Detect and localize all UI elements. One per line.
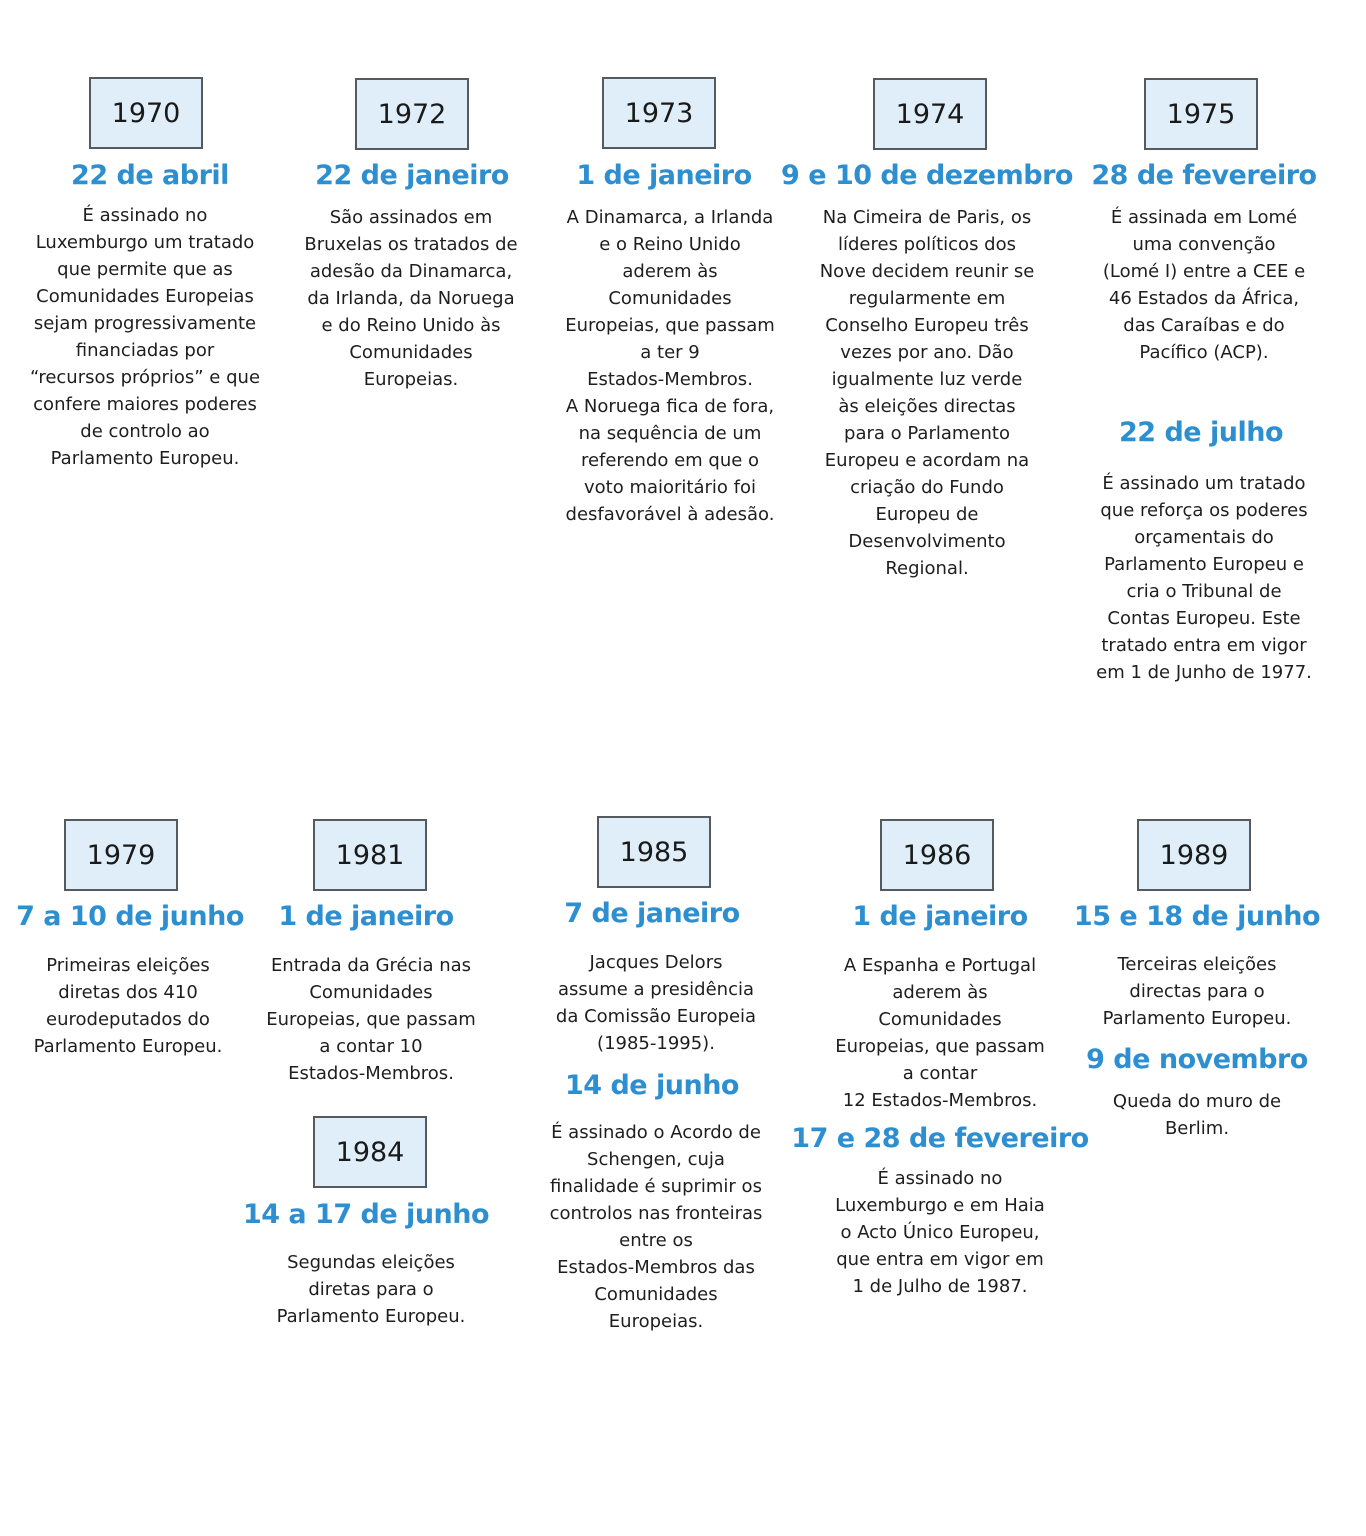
event-date: 1 de janeiro — [278, 901, 454, 932]
event-date-secondary: 14 de junho — [565, 1070, 739, 1101]
event-description: Na Cimeira de Paris, os líderes políticos dos Nove decidem reunir se regularmente em Conselho Europeu três vezes por ano. Dão igualmente luz verde às eleições directas para o Parlamento Europeu e acordam na criação do Fundo Europeu de Desenvolvimento Regional. — [819, 207, 1035, 579]
event-description: A Espanha e Portugal aderem às Comunidades Europeias, que passam a contar 12 Estados-Membros. — [835, 955, 1045, 1111]
event-date-secondary: 9 de novembro — [1086, 1044, 1308, 1075]
event-description-secondary: Queda do muro de Berlim. — [1112, 1091, 1282, 1139]
event-description: Jacques Delors assume a presidência da Comissão Europeia (1985-1995). — [555, 952, 757, 1054]
event-date: 7 a 10 de junho — [16, 901, 244, 932]
event-date: 14 a 17 de junho — [242, 1199, 490, 1230]
event-date-secondary: 17 e 28 de fevereiro — [791, 1123, 1089, 1154]
event-description: É assinado no Luxemburgo um tratado que permite que as Comunidades Europeias sejam progressivamente financiadas por “recursos próprios” e que confere maiores poderes de controlo ao Parlamento Europeu. — [29, 205, 261, 469]
event-date: 22 de abril — [71, 160, 229, 191]
year-box-1986: 1986 — [880, 819, 994, 891]
year-box-1979: 1979 — [64, 819, 178, 891]
year-box-1970: 1970 — [89, 77, 203, 149]
event-description-secondary: É assinado um tratado que reforça os poderes orçamentais do Parlamento Europeu e cria o Tribunal de Contas Europeu. Este tratado entra em vigor em 1 de Junho de 1977. — [1096, 473, 1312, 683]
event-date: 22 de janeiro — [315, 160, 509, 191]
event-date: 15 e 18 de junho — [1073, 901, 1321, 932]
year-box-1984: 1984 — [313, 1116, 427, 1188]
event-description: É assinada em Lomé uma convenção (Lomé I) entre a CEE e 46 Estados da África, das Caraíbas e do Pacífico (ACP). — [1102, 207, 1306, 363]
year-box-1981: 1981 — [313, 819, 427, 891]
event-date: 1 de janeiro — [852, 901, 1028, 932]
year-box-1975: 1975 — [1144, 78, 1258, 150]
year-box-1985: 1985 — [597, 816, 711, 888]
event-description-secondary: É assinado o Acordo de Schengen, cuja finalidade é suprimir os controlos nas fronteiras entre os Estados-Membros das Comunidades Europeias. — [549, 1122, 763, 1332]
event-date: 7 de janeiro — [564, 898, 740, 929]
event-description: Entrada da Grécia nas Comunidades Europeias, que passam a contar 10 Estados-Membros. — [266, 955, 476, 1084]
event-description: Primeiras eleições diretas dos 410 eurodeputados do Parlamento Europeu. — [33, 955, 223, 1057]
event-description: Terceiras eleições directas para o Parlamento Europeu. — [1102, 954, 1292, 1029]
event-date-secondary: 22 de julho — [1118, 417, 1283, 448]
year-box-1972: 1972 — [355, 78, 469, 150]
year-box-1989: 1989 — [1137, 819, 1251, 891]
event-description: São assinados em Bruxelas os tratados de adesão da Dinamarca, da Irlanda, da Noruega e do Reino Unido às Comunidades Europeias. — [304, 207, 518, 390]
event-date: 9 e 10 de dezembro — [781, 160, 1073, 191]
year-box-1973: 1973 — [602, 77, 716, 149]
event-description-secondary: É assinado no Luxemburgo e em Haia o Acto Único Europeu, que entra em vigor em 1 de Julho de 1987. — [835, 1168, 1045, 1297]
event-description: A Dinamarca, a Irlanda e o Reino Unido aderem às Comunidades Europeias, que passam a ter 9 Estados-Membros. A Noruega fica de fora, na sequência de um referendo em que o voto maioritário foi desfavorável à adesão. — [565, 207, 775, 525]
event-date: 1 de janeiro — [576, 160, 752, 191]
event-description: Segundas eleições diretas para o Parlamento Europeu. — [276, 1252, 466, 1327]
year-box-1974: 1974 — [873, 78, 987, 150]
event-date: 28 de fevereiro — [1091, 160, 1317, 191]
